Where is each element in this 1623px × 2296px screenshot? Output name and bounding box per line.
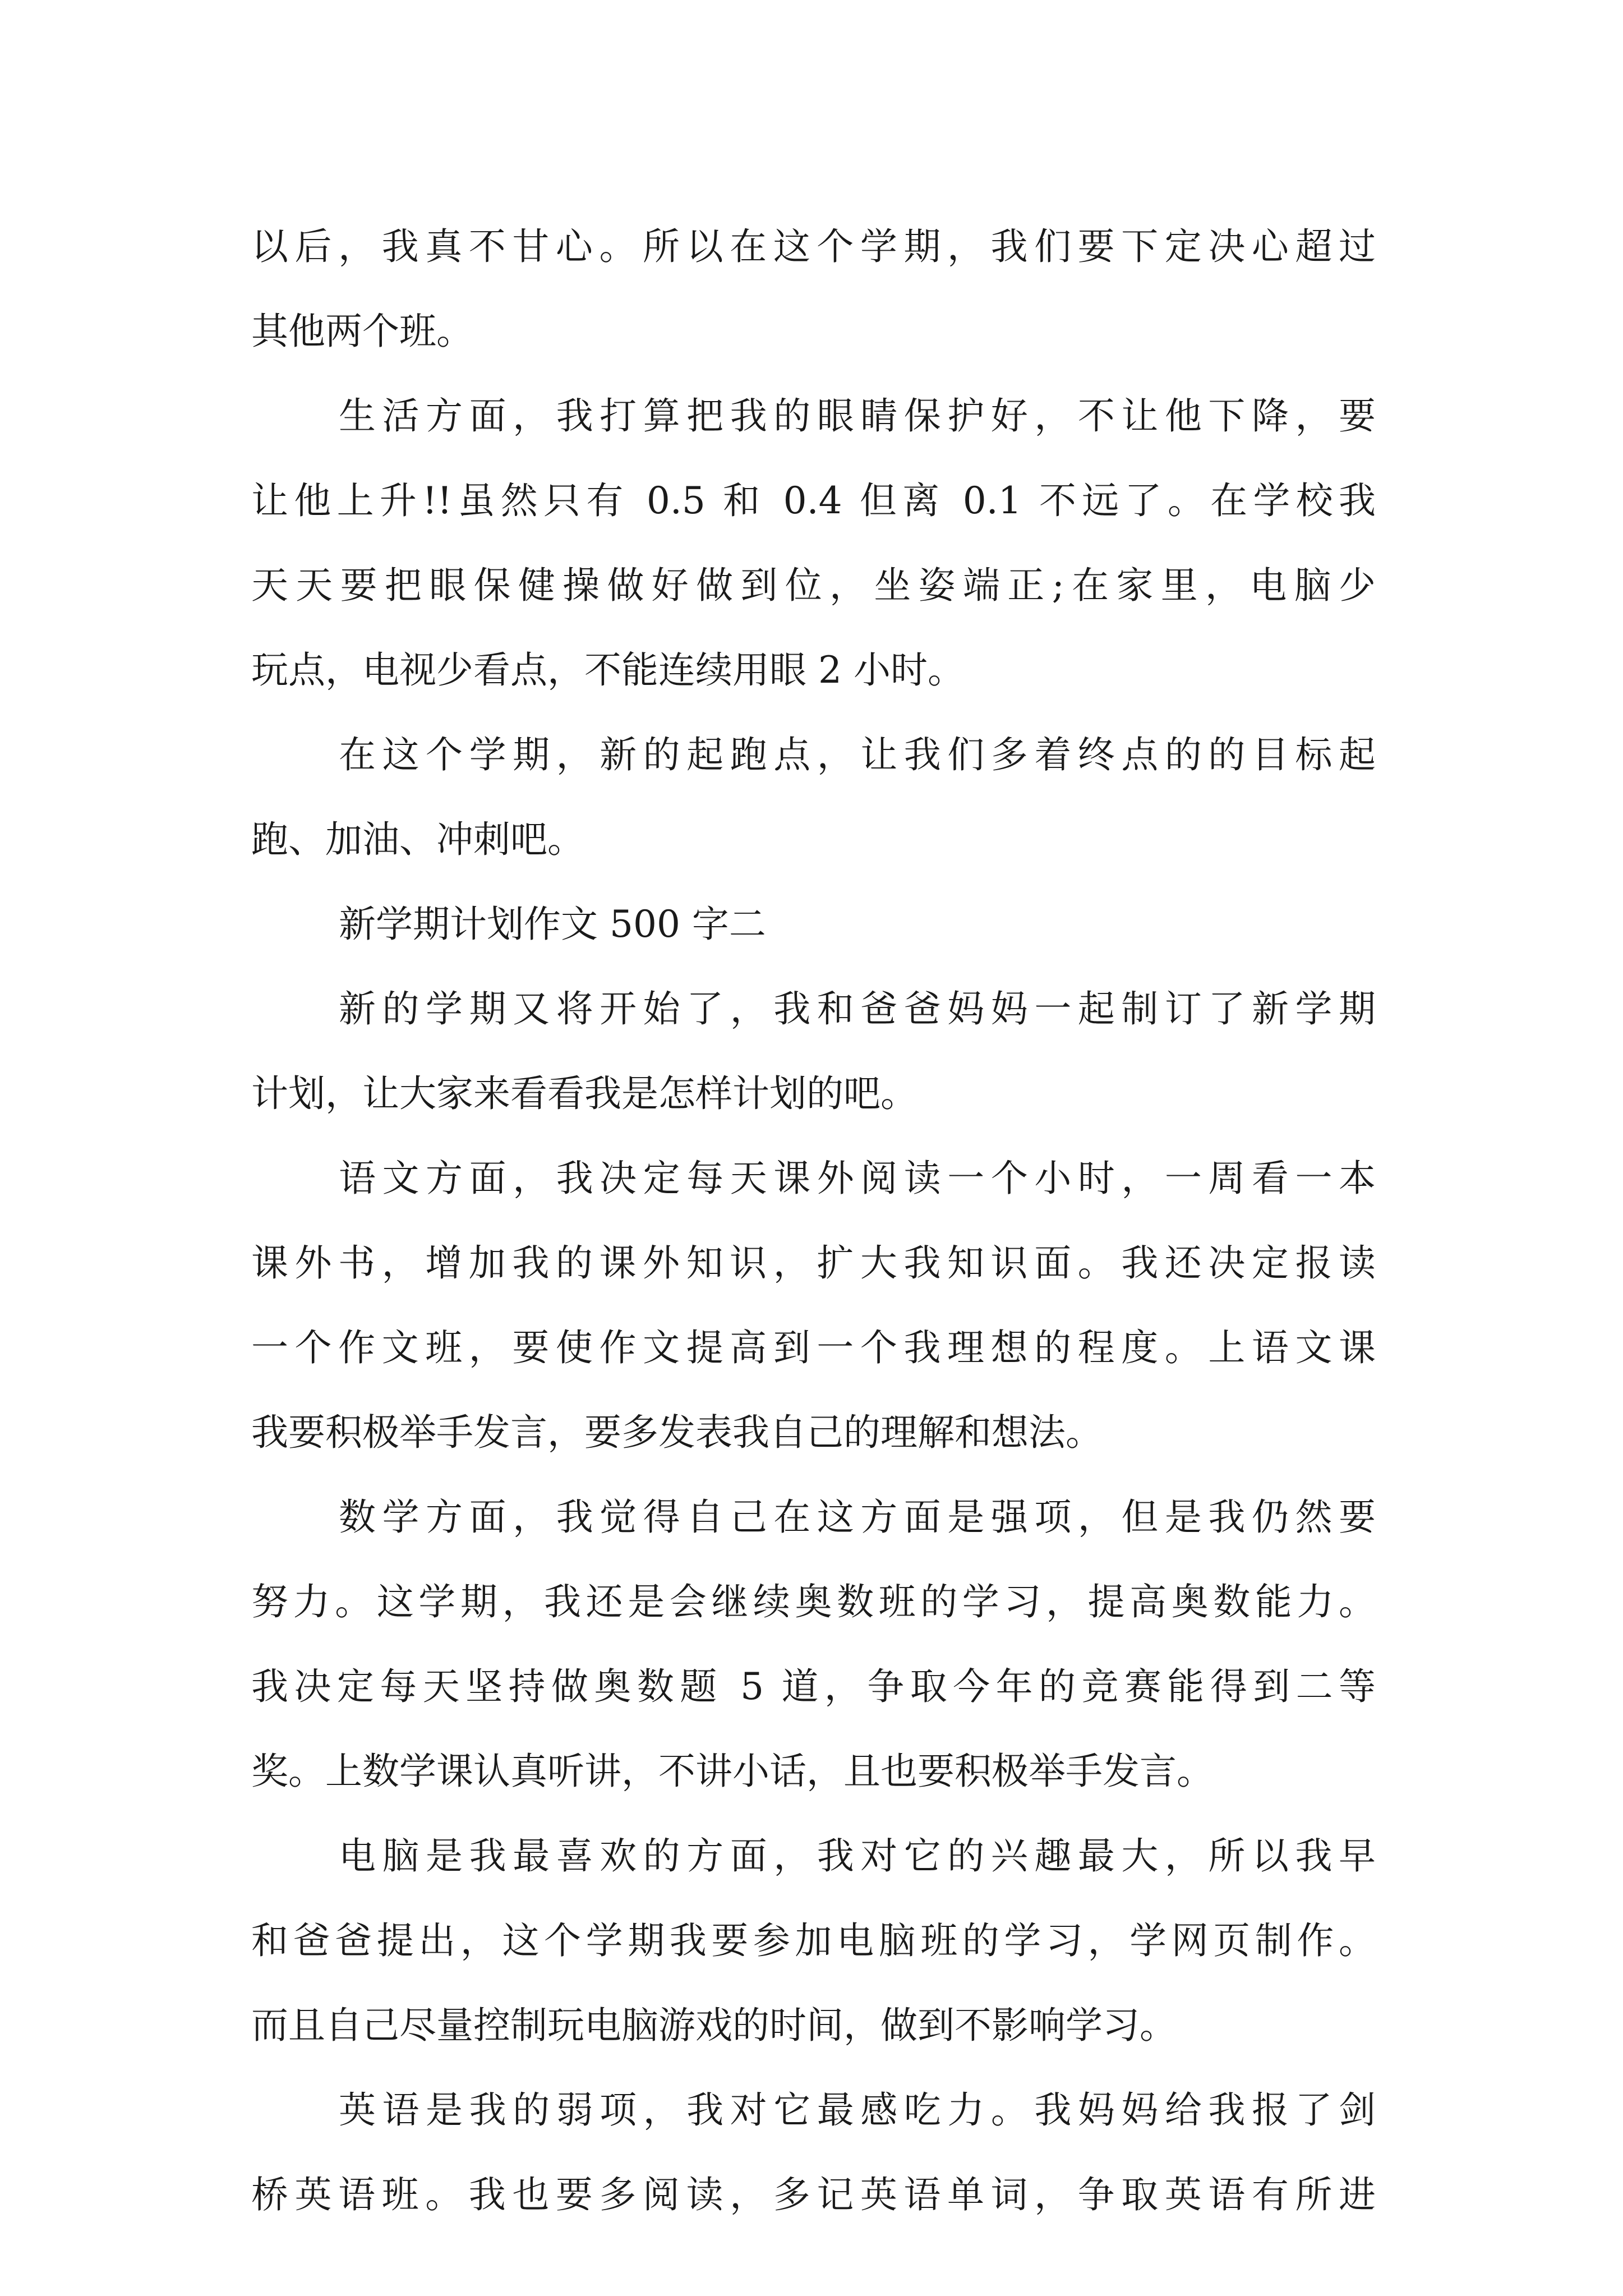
text-line: 天天要把眼保健操做好做到位，坐姿端正;在家里，电脑少 — [251, 564, 1376, 607]
text-line: 计划，让大家来看看我是怎样计划的吧。 — [251, 1072, 917, 1115]
text-line: 奖。上数学课认真听讲，不讲小话，且也要积极举手发言。 — [251, 1750, 1214, 1793]
text-line: 英语是我的弱项，我对它最感吃力。我妈妈给我报了剑 — [339, 2088, 1376, 2132]
section-heading: 新学期计划作文 500 字二 — [339, 903, 766, 946]
text-line: 和爸爸提出，这个学期我要参加电脑班的学习，学网页制作。 — [251, 1919, 1376, 1962]
text-line: 玩点，电视少看点，不能连续用眼 2 小时。 — [251, 648, 965, 692]
text-line: 跑、加油、冲刺吧。 — [251, 818, 584, 861]
text-line: 在这个学期，新的起跑点，让我们多着终点的的目标起 — [339, 733, 1376, 776]
text-line: 课外书，增加我的课外知识，扩大我知识面。我还决定报读 — [251, 1241, 1376, 1285]
text-line: 努力。这学期，我还是会继续奥数班的学习，提高奥数能力。 — [251, 1580, 1376, 1623]
text-line: 语文方面，我决定每天课外阅读一个小时，一周看一本 — [339, 1157, 1376, 1200]
text-line: 以后，我真不甘心。所以在这个学期，我们要下定决心超过 — [251, 225, 1376, 268]
text-line: 而且自己尽量控制玩电脑游戏的时间，做到不影响学习。 — [251, 2004, 1177, 2047]
text-line: 其他两个班。 — [251, 310, 473, 353]
text-line: 一个作文班，要使作文提高到一个我理想的程度。上语文课 — [251, 1326, 1376, 1369]
text-line: 新的学期又将开始了，我和爸爸妈妈一起制订了新学期 — [339, 987, 1376, 1030]
text-line: 桥英语班。我也要多阅读，多记英语单词，争取英语有所进 — [251, 2173, 1376, 2216]
text-line: 电脑是我最喜欢的方面，我对它的兴趣最大，所以我早 — [339, 1834, 1376, 1878]
text-line: 生活方面，我打算把我的眼睛保护好，不让他下降，要 — [339, 394, 1376, 438]
text-line: 我决定每天坚持做奥数题 5 道，争取今年的竞赛能得到二等 — [251, 1665, 1376, 1708]
text-line: 我要积极举手发言，要多发表我自己的理解和想法。 — [251, 1411, 1103, 1454]
text-line: 让他上升!!虽然只有 0.5 和 0.4 但离 0.1 不远了。在学校我 — [251, 479, 1376, 522]
text-line: 数学方面，我觉得自己在这方面是强项，但是我仍然要 — [339, 1496, 1376, 1539]
